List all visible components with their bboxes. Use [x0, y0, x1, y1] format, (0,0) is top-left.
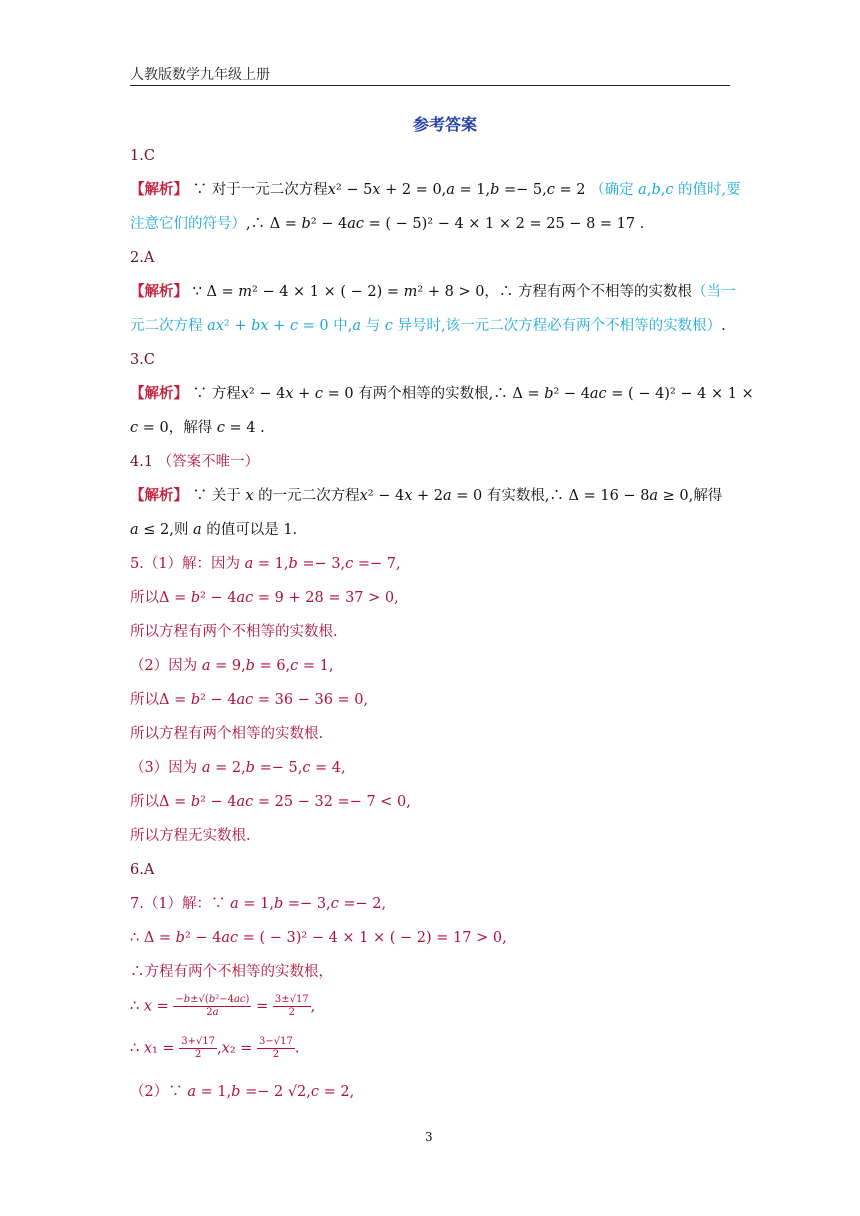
q7-roots-line [130, 1036, 299, 1061]
fraction-denominator: 2 [288, 1007, 295, 1018]
q7-line-2: ∴ Δ = 𝑏² − 4𝑎𝑐 = ( − 3)² − 4 × 1 × ( − 2) = 17 > 0, [130, 930, 507, 946]
q3-line1 [130, 384, 754, 404]
q7-r-prefix: ∴ 𝑥₁ = [130, 1040, 175, 1057]
q7-x-prefix: ∴ 𝑥 = [130, 998, 169, 1015]
q5-line-6: 所以方程有两个相等的实数根. [130, 726, 324, 742]
q4-line1 [130, 486, 722, 506]
q7-formula-line [130, 994, 315, 1019]
q1-label: 1.C [130, 148, 155, 164]
q1-line2 [130, 214, 644, 234]
analysis-tag: 【解析】 [130, 284, 188, 300]
q2-line2 [130, 316, 726, 336]
q7-r-mid: ,𝑥₂ = [217, 1040, 253, 1057]
header-rule [130, 85, 730, 86]
fraction-denominator: 2 [272, 1049, 280, 1060]
q5-line-5: 所以Δ = 𝑏² − 4𝑎𝑐 = 36 − 36 = 0, [130, 692, 369, 708]
fraction-numerator: 3+√17 [181, 1036, 216, 1047]
q4-text-a: ∵ 关于 𝑥 的一元二次方程𝑥² − 4𝑥 + 2𝑎 = 0 有实数根,∴ Δ = 16 − 8𝑎 ≥ 0,解得 [192, 488, 723, 504]
page-number: 3 [425, 1130, 433, 1144]
q2-note1: （当一 [692, 284, 736, 300]
q3-line2: 𝑐 = 0，解得 𝑐 = 4 . [130, 420, 265, 436]
q7-line-6: （2）∵ 𝑎 = 1,𝑏 =− 2 √2,𝑐 = 2, [130, 1084, 355, 1100]
q5-line-4: （2）因为 𝑎 = 9,𝑏 = 6,𝑐 = 1, [130, 658, 334, 674]
q5-line-3: 所以方程有两个不相等的实数根. [130, 624, 338, 640]
fraction-numerator: −𝑏±√(𝑏²−4𝑎𝑐) [175, 994, 250, 1005]
q2-note2: 元二次方程 𝑎𝑥² + 𝑏𝑥 + 𝑐 = 0 中,𝑎 与 𝑐 异号时,该一元二次方程必有两个不相等的实数根） [130, 318, 722, 334]
q7-root2-fraction [257, 1036, 295, 1061]
fraction-denominator: 2 [194, 1049, 202, 1060]
q4-label: 4.1 [130, 454, 154, 470]
fraction-denominator: 2𝑎 [206, 1007, 219, 1018]
page-title: 参考答案 [413, 115, 478, 134]
q5-line-1: 5.（1）解：因为 𝑎 = 1,𝑏 =− 3,𝑐 =− 7, [130, 556, 401, 572]
q5-line-7: （3）因为 𝑎 = 2,𝑏 =− 5,𝑐 = 4, [130, 760, 346, 776]
q5-line-8: 所以Δ = 𝑏² − 4𝑎𝑐 = 25 − 32 =− 7 < 0, [130, 794, 411, 810]
fraction-numerator: 3−√17 [259, 1036, 293, 1047]
q1-text-b: ,∴ Δ = 𝑏² − 4𝑎𝑐 = ( − 5)² − 4 × 1 × 2 = 25 − 8 = 17 . [246, 216, 645, 232]
q1-line1 [130, 180, 741, 200]
q3-label: 3.C [130, 352, 155, 368]
analysis-tag: 【解析】 [130, 182, 188, 198]
q5-line-9: 所以方程无实数根. [130, 828, 251, 844]
q7-fraction-general [173, 994, 251, 1019]
q1-note2: 注意它们的符号） [130, 216, 246, 232]
analysis-tag: 【解析】 [130, 386, 188, 402]
q4-line0 [130, 452, 259, 472]
q1-note1: （确定 𝑎,𝑏,𝑐 的值时,要 [590, 182, 741, 198]
q7-r-end: . [294, 1040, 300, 1057]
q7-line-3: ∴方程有两个不相等的实数根， [130, 964, 333, 980]
q2-label: 2.A [130, 250, 155, 266]
q4-line2: 𝑎 ≤ 2,则 𝑎 的值可以是 1. [130, 522, 298, 538]
q5-line-2: 所以Δ = 𝑏² − 4𝑎𝑐 = 9 + 28 = 37 > 0, [130, 590, 399, 606]
q7-x-end: , [310, 998, 316, 1015]
q4-note: （答案不唯一） [157, 454, 260, 470]
q1-text-a: ∵ 对于一元二次方程𝑥² − 5𝑥 + 2 = 0,𝑎 = 1,𝑏 =− 5,𝑐 = 2 [192, 182, 586, 198]
running-header: 人教版数学九年级上册 [130, 67, 270, 83]
q3-text-a: ∵ 方程𝑥² − 4𝑥 + 𝑐 = 0 有两个相等的实数根,∴ Δ = 𝑏² − 4𝑎𝑐 = ( − 4)² − 4 × 1 × [192, 386, 754, 402]
fraction-numerator: 3±√17 [274, 994, 309, 1005]
q7-root1-fraction [179, 1036, 217, 1061]
q7-line-1: 7.（1）解：∵ 𝑎 = 1,𝑏 =− 3,𝑐 =− 2, [130, 896, 387, 912]
q2-end: . [721, 318, 726, 334]
q7-fraction-value [273, 994, 311, 1019]
q2-line1 [130, 282, 736, 302]
q2-text-a: ∵ Δ = 𝑚² − 4 × 1 × ( − 2) = 𝑚² + 8 > 0，∴ 方程有两个不相等的实数根 [192, 284, 693, 300]
q6-label: 6.A [130, 862, 155, 878]
analysis-tag: 【解析】 [130, 488, 188, 504]
q7-x-eq: = [256, 998, 269, 1015]
